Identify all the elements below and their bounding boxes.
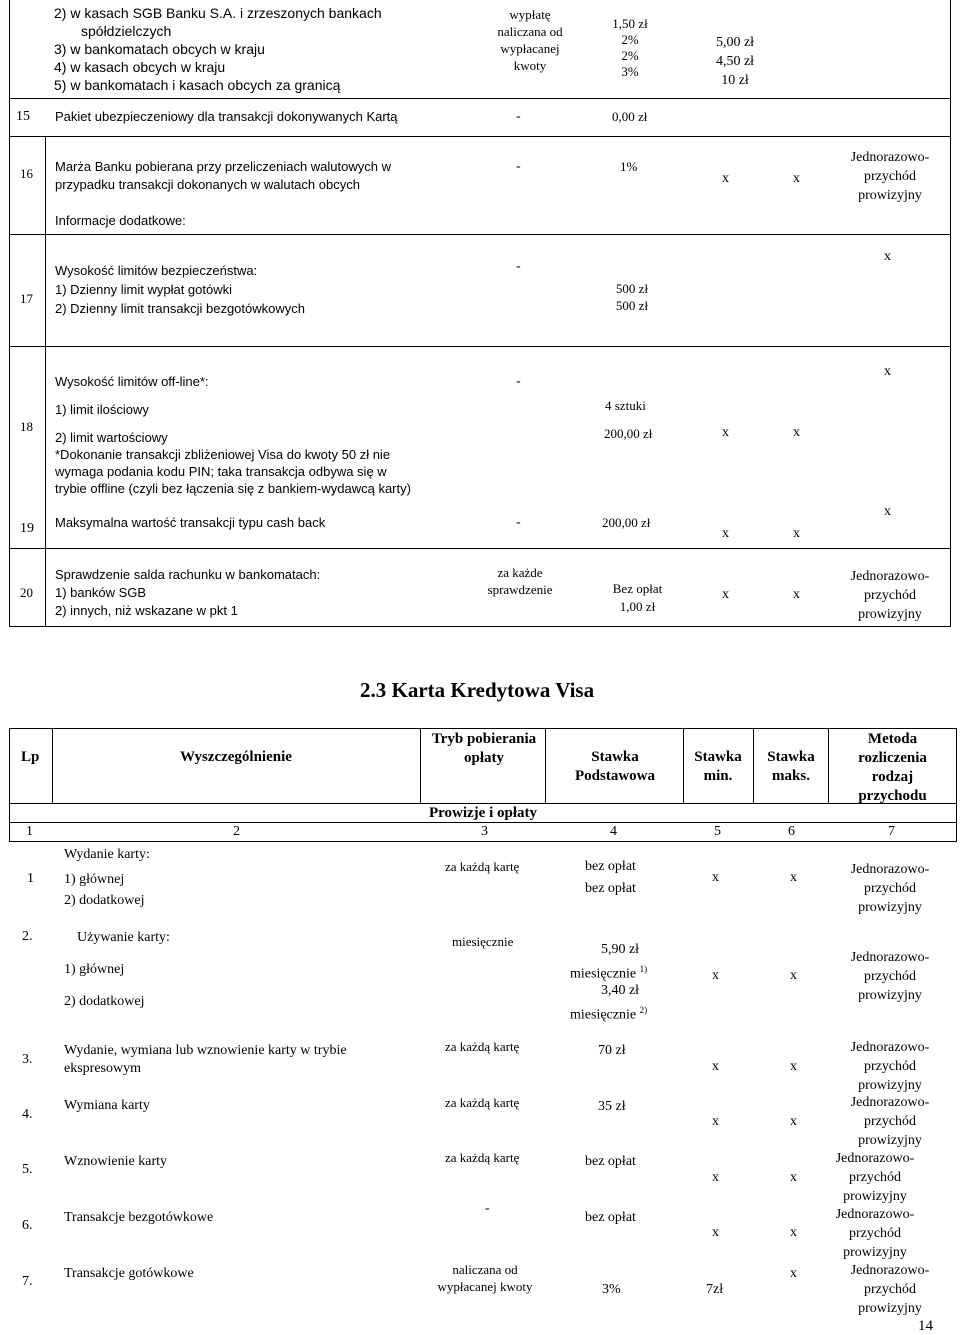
row-20-label: Sprawdzenie salda rachunku w bankomatach: 1) banków SGB 2) innych, niż wskazane w pkt 1 <box>55 567 321 618</box>
row-2-stawka-1 <box>570 960 647 984</box>
row-6-stawka: bez opłat <box>585 1210 636 1225</box>
row-20-stawka: Bez opłat 1,00 zł <box>612 581 663 614</box>
num-5: 5 <box>714 824 721 839</box>
num-6: 6 <box>788 824 795 839</box>
row-16-max: x <box>793 171 800 186</box>
row-19-min: x <box>722 526 729 541</box>
row-4-metoda: Jednorazowo- przychód prowizyjny <box>850 1095 930 1148</box>
continuation-list: 2) w kasach SGB Banku S.A. i zrzeszonych bankach spółdzielczych 3) w bankomatach obcych w kraju 4) w kasach obcych w kraju 5) w bankomatach i kasach obcych za granicą <box>54 5 382 93</box>
row-18-lp: 18 <box>20 419 33 434</box>
row-7-metoda: Jednorazowo- przychód prowizyjny <box>850 1263 930 1316</box>
row-3-metoda: Jednorazowo- przychód prowizyjny <box>850 1040 930 1093</box>
row-1-tryb: za każdą kartę <box>445 859 520 874</box>
row-1-max: x <box>790 870 797 885</box>
continuation-min: 5,00 zł 4,50 zł 10 zł <box>715 35 755 88</box>
row-18-title: Wysokość limitów off-line*: <box>55 374 209 389</box>
row-18-item1: 1) limit ilościowy <box>55 402 149 417</box>
row-16-tryb: - <box>516 159 521 174</box>
row-18-tryb: - <box>516 374 521 389</box>
num-4: 4 <box>610 824 617 839</box>
row-7-stawka: 3% <box>602 1282 621 1297</box>
row-7-label: Transakcje gotówkowe <box>64 1266 194 1281</box>
row-2-min: x <box>712 968 719 983</box>
row-15-tryb: - <box>516 109 521 124</box>
row-5-metoda: Jednorazowo- przychód prowizyjny <box>835 1151 915 1204</box>
row-5-max: x <box>790 1170 797 1185</box>
row-3-tryb: za każdą kartę <box>445 1039 520 1054</box>
row-2-label-2: 2) dodatkowej <box>64 994 145 1009</box>
row-6-min: x <box>712 1225 719 1240</box>
row-20-min: x <box>722 587 729 602</box>
row-3-stawka: 70 zł <box>598 1043 626 1058</box>
row-2-stawka-1-text: miesięcznie <box>570 966 637 982</box>
num-7: 7 <box>888 824 895 839</box>
num-2: 2 <box>233 824 240 839</box>
row-4-min: x <box>712 1114 719 1129</box>
row-16-label: Marża Banku pobierana przy przeliczeniach walutowych w przypadku transakcji dokonanych w walutach obcych <box>55 159 391 192</box>
row-3-label: Wydanie, wymiana lub wznowienie karty w trybie ekspresowym <box>64 1043 347 1076</box>
header-metoda: Metoda rozliczenia rodzaj przychodu <box>858 731 927 804</box>
row-4-lp: 4. <box>22 1107 33 1122</box>
row-4-label: Wymiana karty <box>64 1098 150 1113</box>
row-2-label-1: 1) głównej <box>64 962 125 977</box>
row-2-stawka-2: 3,40 zł <box>600 983 640 998</box>
row-16-min: x <box>722 171 729 186</box>
row-1-min: x <box>712 870 719 885</box>
row-3-lp: 3. <box>22 1052 33 1067</box>
row-15-lp: 15 <box>16 109 30 124</box>
row-5-lp: 5. <box>22 1162 33 1177</box>
row-3-max: x <box>790 1059 797 1074</box>
row-19-tryb: - <box>516 515 521 530</box>
continuation-stawka: 1,50 zł 2% 2% 3% <box>612 16 648 79</box>
row-20-metoda: Jednorazowo- przychód prowizyjny <box>850 569 930 622</box>
row-2-stawka-3-text: miesięcznie <box>570 1007 637 1023</box>
row-18-metoda: x <box>884 364 891 379</box>
row-18-max: x <box>793 425 800 440</box>
header-group: Prowizje i opłaty <box>428 805 538 821</box>
row-18-note: *Dokonanie transakcji zbliżeniowej Visa do kwoty 50 zł nie wymaga podania kodu PIN; taka transakcja odbywa się w trybie offline (czyli bez łączenia się z bankiem-wydawcą karty) <box>55 447 411 496</box>
row-18-stawka1: 4 sztuki <box>605 398 646 413</box>
row-4-max: x <box>790 1114 797 1129</box>
row-19-metoda: x <box>884 504 891 519</box>
row-19-max: x <box>793 526 800 541</box>
row-3-min: x <box>712 1059 719 1074</box>
row-17-label: Wysokość limitów bezpieczeństwa: 1) Dzienny limit wypłat gotówki 2) Dzienny limit transakcji bezgotówkowych <box>55 263 305 316</box>
row-5-min: x <box>712 1170 719 1185</box>
row-16-metoda: Jednorazowo- przychód prowizyjny <box>850 150 930 203</box>
row-19-label: Maksymalna wartość transakcji typu cash back <box>55 515 326 530</box>
header-stawka: Stawka Podstawowa <box>574 749 655 784</box>
header-max: Stawka maks. <box>767 749 815 784</box>
row-2-lp: 2. <box>22 929 33 944</box>
header-lp: Lp <box>21 749 40 765</box>
row-4-stawka: 35 zł <box>598 1099 626 1114</box>
row-1-stawka-1: bez opłat <box>585 881 636 896</box>
row-18-item2: 2) limit wartościowy <box>55 430 168 445</box>
row-2-metoda: Jednorazowo- przychód prowizyjny <box>850 950 930 1003</box>
row-1-label-1: 1) głównej <box>64 872 125 887</box>
row-7-min: 7zł <box>706 1282 724 1297</box>
row-17-metoda: x <box>884 249 891 264</box>
row-5-label: Wznowienie karty <box>64 1154 168 1169</box>
row-5-stawka: bez opłat <box>585 1154 636 1169</box>
info-heading: Informacje dodatkowe: <box>55 213 186 228</box>
row-6-metoda: Jednorazowo- przychód prowizyjny <box>835 1207 915 1260</box>
row-7-tryb: naliczana od wypłacanej kwoty <box>437 1262 533 1294</box>
row-20-lp: 20 <box>20 585 33 600</box>
row-2-stawka-3 <box>570 1001 647 1025</box>
row-15-stawka: 0,00 zł <box>612 109 648 124</box>
row-7-max: x <box>790 1266 797 1281</box>
row-20-max: x <box>793 587 800 602</box>
row-2-tryb: miesięcznie <box>452 934 514 949</box>
row-4-tryb: za każdą kartę <box>445 1095 520 1110</box>
row-1-label-0: Wydanie karty: <box>64 847 150 862</box>
row-1-metoda: Jednorazowo- przychód prowizyjny <box>850 862 930 915</box>
row-16-stawka: 1% <box>620 159 638 174</box>
row-6-label: Transakcje bezgotówkowe <box>64 1210 214 1225</box>
row-18-stawka2: 200,00 zł <box>604 426 653 441</box>
num-3: 3 <box>481 824 488 839</box>
row-2-stawka-0: 5,90 zł <box>600 942 640 957</box>
row-17-stawka: 500 zł 500 zł <box>615 281 649 313</box>
row-16-lp: 16 <box>20 166 33 181</box>
row-6-lp: 6. <box>22 1218 33 1233</box>
row-5-tryb: za każdą kartę <box>445 1150 520 1165</box>
row-19-stawka: 200,00 zł <box>602 515 651 530</box>
row-15-label: Pakiet ubezpieczeniowy dla transakcji dokonywanych Kartą <box>55 109 398 124</box>
row-2-label-0: Używanie karty: <box>77 930 170 945</box>
page-number: 14 <box>918 1318 933 1334</box>
row-1-label-2: 2) dodatkowej <box>64 893 145 908</box>
row-1-stawka-0: bez opłat <box>585 859 636 874</box>
num-1: 1 <box>26 824 33 839</box>
row-20-tryb: za każde sprawdzenie <box>487 565 553 597</box>
row-6-max: x <box>790 1225 797 1240</box>
continuation-tryb: wypłatę naliczana od wypłacanej kwoty <box>497 7 563 73</box>
section-title: 2.3 Karta Kredytowa Visa <box>360 678 595 702</box>
row-6-tryb: - <box>485 1201 490 1216</box>
row-7-lp: 7. <box>22 1274 33 1289</box>
row-19-lp: 19 <box>20 521 34 536</box>
row-17-lp: 17 <box>20 291 33 306</box>
header-wyszczegolnienie: Wyszczególnienie <box>180 749 292 765</box>
footnote-1: 1) <box>639 964 648 974</box>
header-tryb: Tryb pobierania opłaty <box>431 731 537 766</box>
row-1-lp: 1 <box>27 871 34 886</box>
row-2-max: x <box>790 968 797 983</box>
row-18-min: x <box>722 425 729 440</box>
footnote-2: 2) <box>639 1005 648 1015</box>
header-min: Stawka min. <box>694 749 742 784</box>
row-17-tryb: - <box>516 259 521 274</box>
